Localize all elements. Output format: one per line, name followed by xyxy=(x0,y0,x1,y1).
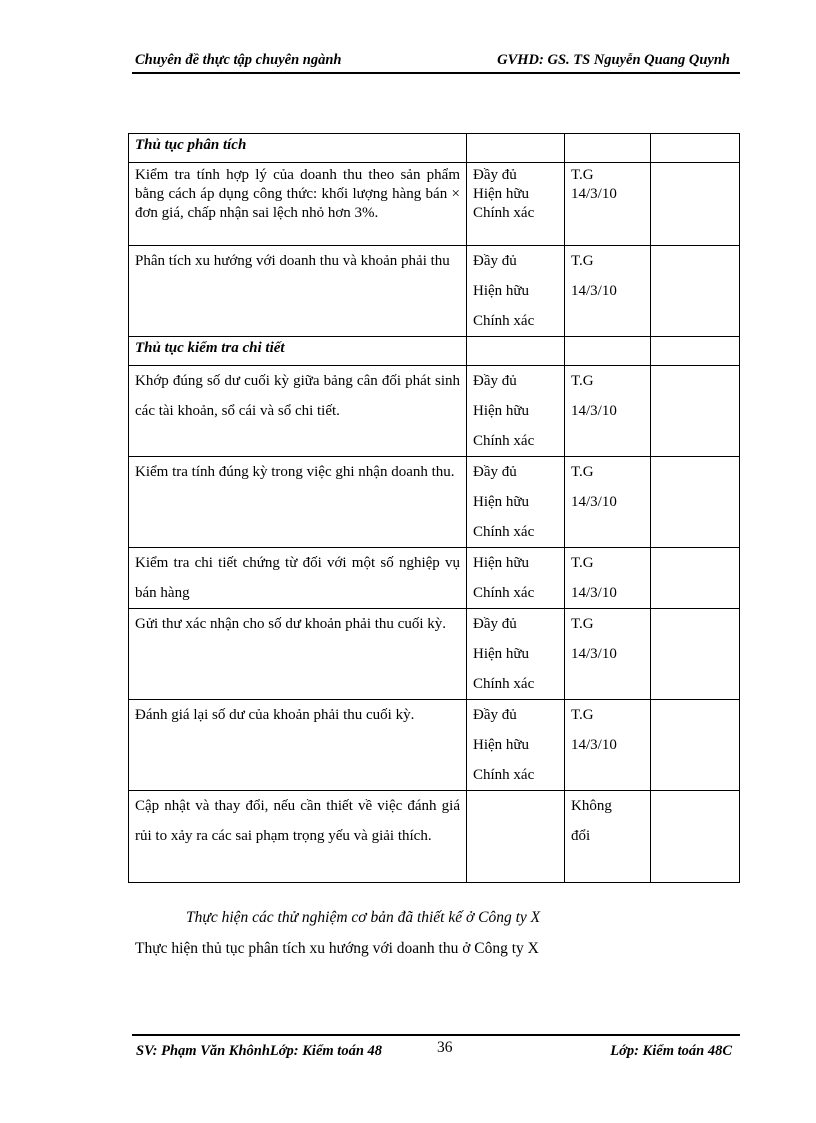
table-row xyxy=(129,791,740,883)
page-header xyxy=(132,50,740,74)
table-row xyxy=(129,548,740,609)
performer-cell: T.G 14/3/10 xyxy=(565,246,651,337)
procedure-cell: Gửi thư xác nhận cho số dư khoản phải thu cuối kỳ. xyxy=(129,609,467,700)
table-row xyxy=(129,366,740,457)
table-row xyxy=(129,246,740,337)
performer-cell: T.G 14/3/10 xyxy=(565,163,651,246)
objectives-cell: Đầy đủ Hiện hữu Chính xác xyxy=(467,163,565,246)
performer-cell: Không đổi xyxy=(565,791,651,883)
performer-cell: T.G 14/3/10 xyxy=(565,609,651,700)
performer-cell: T.G 14/3/10 xyxy=(565,548,651,609)
audit-procedures-table xyxy=(128,133,740,883)
header-course-title: Chuyên đề thực tập chuyên ngành xyxy=(135,52,342,68)
table-row xyxy=(129,700,740,791)
procedure-cell: Cập nhật và thay đổi, nếu cần thiết về việc đánh giá rủi to xảy ra các sai phạm trọng yếu và giải thích. xyxy=(129,791,467,883)
objectives-cell: Đầy đủ Hiện hữu Chính xác xyxy=(467,366,565,457)
page-number: 36 xyxy=(437,1039,453,1056)
section-row-analytical xyxy=(129,134,740,163)
table-row xyxy=(129,163,740,246)
section-title-detail: Thủ tục kiểm tra chi tiết xyxy=(129,337,467,366)
objectives-cell: Đầy đủ Hiện hữu Chính xác xyxy=(467,700,565,791)
procedure-cell: Kiểm tra tính đúng kỳ trong việc ghi nhận doanh thu. xyxy=(129,457,467,548)
section-heading: Thực hiện các thử nghiệm cơ bản đã thiết kế ở Công ty X xyxy=(186,909,541,926)
footer-class: Lớp: Kiểm toán 48C xyxy=(610,1043,732,1059)
procedure-cell: Kiểm tra tính hợp lý của doanh thu theo sản phẩm bằng cách áp dụng công thức: khối lượng hàng bán × đơn giá, chấp nhận sai lệch nhỏ hơn 3%. xyxy=(129,163,467,246)
page-footer xyxy=(132,1034,740,1062)
objectives-cell: Đầy đủ Hiện hữu Chính xác xyxy=(467,457,565,548)
section-row-detail xyxy=(129,337,740,366)
table-row xyxy=(129,609,740,700)
objectives-cell xyxy=(467,791,565,883)
procedure-cell: Kiểm tra chi tiết chứng từ đối với một số nghiệp vụ bán hàng xyxy=(129,548,467,609)
footer-student: SV: Phạm Văn KhônhLớp: Kiểm toán 48 xyxy=(136,1043,383,1059)
performer-cell: T.G 14/3/10 xyxy=(565,457,651,548)
table-row xyxy=(129,457,740,548)
objectives-cell: Hiện hữu Chính xác xyxy=(467,548,565,609)
procedure-cell: Phân tích xu hướng với doanh thu và khoản phải thu xyxy=(129,246,467,337)
body-paragraph: Thực hiện thủ tục phân tích xu hướng với doanh thu ở Công ty X xyxy=(135,940,539,957)
section-title-analytical: Thủ tục phân tích xyxy=(129,134,467,163)
objectives-cell: Đầy đủ Hiện hữu Chính xác xyxy=(467,609,565,700)
performer-cell: T.G 14/3/10 xyxy=(565,366,651,457)
procedure-cell: Khớp đúng số dư cuối kỳ giữa bảng cân đối phát sinh các tài khoản, sổ cái và sổ chi tiết. xyxy=(129,366,467,457)
performer-cell: T.G 14/3/10 xyxy=(565,700,651,791)
header-supervisor: GVHD: GS. TS Nguyễn Quang Quynh xyxy=(497,52,730,68)
procedure-cell: Đánh giá lại số dư của khoản phải thu cuối kỳ. xyxy=(129,700,467,791)
objectives-cell: Đầy đủ Hiện hữu Chính xác xyxy=(467,246,565,337)
